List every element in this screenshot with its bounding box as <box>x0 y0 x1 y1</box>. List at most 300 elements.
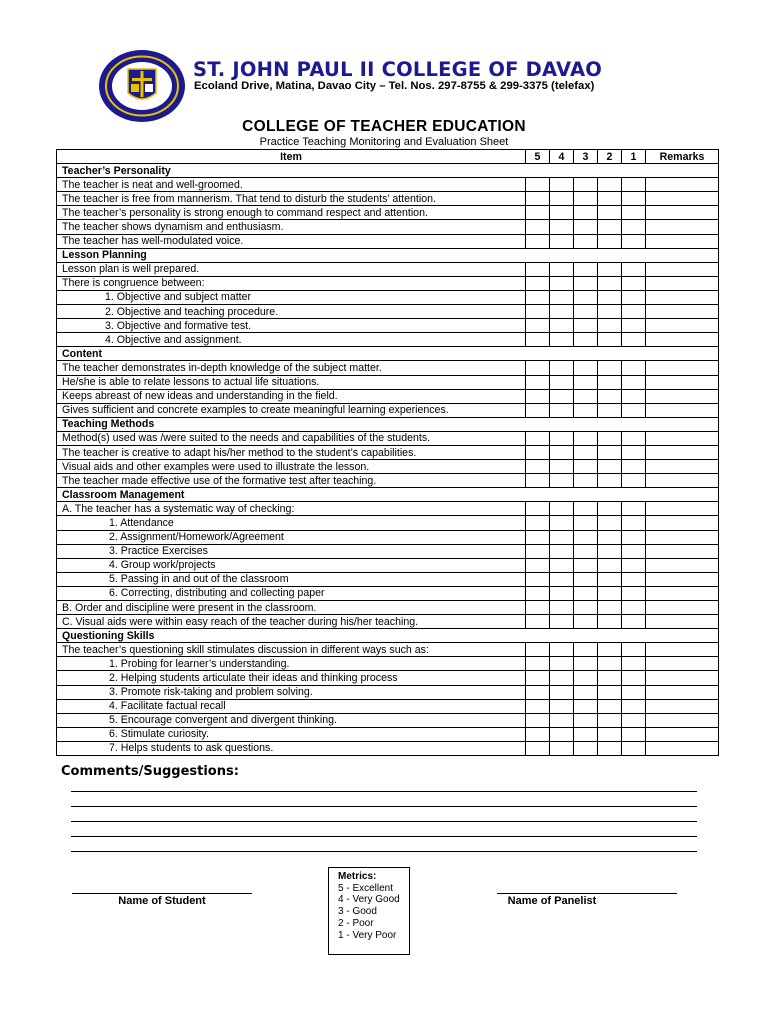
score-cell-3[interactable] <box>574 403 598 417</box>
score-cell-2[interactable] <box>598 685 622 699</box>
remarks-cell[interactable] <box>646 192 719 206</box>
score-cell-5[interactable] <box>526 671 550 685</box>
score-cell-3[interactable] <box>574 685 598 699</box>
criterion-text: 1. Attendance <box>57 516 526 530</box>
remarks-cell[interactable] <box>646 558 719 572</box>
criterion-text: 4. Group work/projects <box>57 558 526 572</box>
score-cell-2[interactable] <box>598 615 622 629</box>
score-cell-2[interactable] <box>598 544 622 558</box>
score-cell-5[interactable] <box>526 713 550 727</box>
criterion-text: The teacher’s personality is strong enough to command respect and attention. <box>57 206 526 220</box>
score-cell-3[interactable] <box>574 333 598 347</box>
score-cell-3[interactable] <box>574 178 598 192</box>
criterion-text: 6. Correcting, distributing and collecting paper <box>57 586 526 600</box>
criterion-text: He/she is able to relate lessons to actual life situations. <box>57 375 526 389</box>
score-cell-4[interactable] <box>550 586 574 600</box>
score-cell-3[interactable] <box>574 431 598 445</box>
score-cell-4[interactable] <box>550 685 574 699</box>
score-cell-3[interactable] <box>574 375 598 389</box>
section-row <box>57 629 719 643</box>
score-cell-3[interactable] <box>574 572 598 586</box>
score-cell-3[interactable] <box>574 558 598 572</box>
table-row <box>57 741 719 755</box>
score-cell-1[interactable] <box>622 445 646 459</box>
score-cell-5[interactable] <box>526 615 550 629</box>
header-remarks: Remarks <box>646 150 719 164</box>
score-cell-2[interactable] <box>598 530 622 544</box>
score-cell-4[interactable] <box>550 305 574 319</box>
table-row <box>57 657 719 671</box>
score-cell-5[interactable] <box>526 445 550 459</box>
score-cell-2[interactable] <box>598 276 622 290</box>
score-cell-3[interactable] <box>574 445 598 459</box>
score-cell-3[interactable] <box>574 234 598 248</box>
score-cell-2[interactable] <box>598 403 622 417</box>
score-cell-4[interactable] <box>550 361 574 375</box>
evaluation-table <box>56 149 719 756</box>
score-cell-5[interactable] <box>526 234 550 248</box>
comment-line[interactable] <box>71 821 697 822</box>
score-cell-1[interactable] <box>622 657 646 671</box>
score-cell-1[interactable] <box>622 234 646 248</box>
score-cell-3[interactable] <box>574 474 598 488</box>
remarks-cell[interactable] <box>646 502 719 516</box>
score-cell-4[interactable] <box>550 276 574 290</box>
score-cell-1[interactable] <box>622 290 646 304</box>
criterion-text: The teacher’s questioning skill stimulates discussion in different ways such as: <box>57 643 526 657</box>
remarks-cell[interactable] <box>646 685 719 699</box>
score-cell-4[interactable] <box>550 572 574 586</box>
score-cell-1[interactable] <box>622 333 646 347</box>
comment-line[interactable] <box>71 806 697 807</box>
score-cell-3[interactable] <box>574 290 598 304</box>
score-cell-4[interactable] <box>550 713 574 727</box>
criterion-text: 4. Objective and assignment. <box>57 333 526 347</box>
score-cell-4[interactable] <box>550 333 574 347</box>
score-cell-4[interactable] <box>550 727 574 741</box>
score-cell-5[interactable] <box>526 502 550 516</box>
college-name: ST. JOHN PAUL II COLLEGE OF DAVAO <box>193 58 603 81</box>
score-cell-1[interactable] <box>622 431 646 445</box>
score-cell-5[interactable] <box>526 431 550 445</box>
remarks-cell[interactable] <box>646 445 719 459</box>
header-score-2: 2 <box>598 150 622 164</box>
metrics-title: Metrics: <box>338 871 377 882</box>
remarks-cell[interactable] <box>646 234 719 248</box>
score-cell-3[interactable] <box>574 220 598 234</box>
remarks-cell[interactable] <box>646 544 719 558</box>
score-cell-3[interactable] <box>574 262 598 276</box>
metric-item: 5 - Excellent <box>338 882 394 894</box>
score-cell-2[interactable] <box>598 586 622 600</box>
criterion-text: The teacher made effective use of the formative test after teaching. <box>57 474 526 488</box>
score-cell-2[interactable] <box>598 502 622 516</box>
score-cell-4[interactable] <box>550 460 574 474</box>
remarks-cell[interactable] <box>646 699 719 713</box>
score-cell-3[interactable] <box>574 586 598 600</box>
score-cell-3[interactable] <box>574 727 598 741</box>
section-row <box>57 488 719 502</box>
score-cell-1[interactable] <box>622 741 646 755</box>
score-cell-2[interactable] <box>598 445 622 459</box>
score-cell-5[interactable] <box>526 699 550 713</box>
remarks-cell[interactable] <box>646 474 719 488</box>
table-row <box>57 558 719 572</box>
criterion-text: Gives sufficient and concrete examples to create meaningful learning experiences. <box>57 403 526 417</box>
score-cell-5[interactable] <box>526 276 550 290</box>
score-cell-5[interactable] <box>526 361 550 375</box>
remarks-cell[interactable] <box>646 671 719 685</box>
score-cell-5[interactable] <box>526 741 550 755</box>
score-cell-5[interactable] <box>526 572 550 586</box>
score-cell-3[interactable] <box>574 741 598 755</box>
score-cell-5[interactable] <box>526 375 550 389</box>
score-cell-1[interactable] <box>622 572 646 586</box>
score-cell-3[interactable] <box>574 389 598 403</box>
score-cell-3[interactable] <box>574 206 598 220</box>
table-row <box>57 333 719 347</box>
header-item: Item <box>57 150 526 164</box>
score-cell-3[interactable] <box>574 460 598 474</box>
score-cell-4[interactable] <box>550 431 574 445</box>
criterion-text: Lesson plan is well prepared. <box>57 262 526 276</box>
remarks-cell[interactable] <box>646 276 719 290</box>
section-heading: Content <box>57 347 719 361</box>
score-cell-1[interactable] <box>622 586 646 600</box>
score-cell-2[interactable] <box>598 319 622 333</box>
score-cell-4[interactable] <box>550 474 574 488</box>
score-cell-1[interactable] <box>622 713 646 727</box>
score-cell-5[interactable] <box>526 319 550 333</box>
score-cell-1[interactable] <box>622 319 646 333</box>
score-cell-4[interactable] <box>550 544 574 558</box>
remarks-cell[interactable] <box>646 305 719 319</box>
remarks-cell[interactable] <box>646 586 719 600</box>
table-row <box>57 643 719 657</box>
score-cell-3[interactable] <box>574 305 598 319</box>
remarks-cell[interactable] <box>646 727 719 741</box>
score-cell-1[interactable] <box>622 516 646 530</box>
score-cell-4[interactable] <box>550 699 574 713</box>
score-cell-5[interactable] <box>526 389 550 403</box>
score-cell-1[interactable] <box>622 220 646 234</box>
sheet-title: Practice Teaching Monitoring and Evaluation Sheet <box>259 136 509 148</box>
header-score-3: 3 <box>574 150 598 164</box>
remarks-cell[interactable] <box>646 361 719 375</box>
score-cell-4[interactable] <box>550 192 574 206</box>
remarks-cell[interactable] <box>646 319 719 333</box>
table-row <box>57 530 719 544</box>
score-cell-5[interactable] <box>526 403 550 417</box>
section-heading: Lesson Planning <box>57 248 719 262</box>
remarks-cell[interactable] <box>646 403 719 417</box>
score-cell-5[interactable] <box>526 558 550 572</box>
criterion-text: A. The teacher has a systematic way of checking: <box>57 502 526 516</box>
metric-item: 2 - Poor <box>338 917 374 929</box>
score-cell-2[interactable] <box>598 572 622 586</box>
score-cell-1[interactable] <box>622 305 646 319</box>
score-cell-5[interactable] <box>526 305 550 319</box>
score-cell-4[interactable] <box>550 403 574 417</box>
panelist-signature-line[interactable] <box>497 893 677 894</box>
score-cell-5[interactable] <box>526 601 550 615</box>
comments-label: Comments/Suggestions: <box>61 764 239 779</box>
table-row <box>57 685 719 699</box>
remarks-cell[interactable] <box>646 615 719 629</box>
table-row <box>57 375 719 389</box>
remarks-cell[interactable] <box>646 643 719 657</box>
table-row <box>57 290 719 304</box>
score-cell-2[interactable] <box>598 305 622 319</box>
metrics-legend <box>328 867 410 955</box>
remarks-cell[interactable] <box>646 431 719 445</box>
score-cell-4[interactable] <box>550 319 574 333</box>
score-cell-2[interactable] <box>598 290 622 304</box>
table-row <box>57 474 719 488</box>
remarks-cell[interactable] <box>646 220 719 234</box>
remarks-cell[interactable] <box>646 657 719 671</box>
score-cell-5[interactable] <box>526 586 550 600</box>
score-cell-5[interactable] <box>526 206 550 220</box>
remarks-cell[interactable] <box>646 178 719 192</box>
score-cell-1[interactable] <box>622 178 646 192</box>
score-cell-1[interactable] <box>622 671 646 685</box>
score-cell-2[interactable] <box>598 178 622 192</box>
comment-line[interactable] <box>71 851 697 852</box>
remarks-cell[interactable] <box>646 389 719 403</box>
criterion-text: The teacher is creative to adapt his/her method to the student’s capabilities. <box>57 445 526 459</box>
remarks-cell[interactable] <box>646 530 719 544</box>
score-cell-1[interactable] <box>622 262 646 276</box>
remarks-cell[interactable] <box>646 290 719 304</box>
score-cell-3[interactable] <box>574 544 598 558</box>
score-cell-1[interactable] <box>622 403 646 417</box>
table-row <box>57 713 719 727</box>
student-name-label: Name of Student <box>118 895 206 907</box>
score-cell-4[interactable] <box>550 530 574 544</box>
score-cell-5[interactable] <box>526 192 550 206</box>
score-cell-2[interactable] <box>598 206 622 220</box>
score-cell-5[interactable] <box>526 290 550 304</box>
score-cell-2[interactable] <box>598 460 622 474</box>
score-cell-2[interactable] <box>598 699 622 713</box>
score-cell-2[interactable] <box>598 727 622 741</box>
score-cell-4[interactable] <box>550 206 574 220</box>
criterion-text: 3. Practice Exercises <box>57 544 526 558</box>
score-cell-4[interactable] <box>550 262 574 276</box>
criterion-text: B. Order and discipline were present in the classroom. <box>57 601 526 615</box>
score-cell-2[interactable] <box>598 431 622 445</box>
table-row <box>57 361 719 375</box>
score-cell-4[interactable] <box>550 643 574 657</box>
score-cell-1[interactable] <box>622 502 646 516</box>
score-cell-3[interactable] <box>574 502 598 516</box>
score-cell-4[interactable] <box>550 375 574 389</box>
section-row <box>57 417 719 431</box>
score-cell-2[interactable] <box>598 262 622 276</box>
criterion-text: 1. Objective and subject matter <box>57 290 526 304</box>
score-cell-4[interactable] <box>550 445 574 459</box>
score-cell-3[interactable] <box>574 276 598 290</box>
remarks-cell[interactable] <box>646 333 719 347</box>
score-cell-3[interactable] <box>574 643 598 657</box>
score-cell-3[interactable] <box>574 615 598 629</box>
remarks-cell[interactable] <box>646 262 719 276</box>
table-row <box>57 192 719 206</box>
score-cell-5[interactable] <box>526 262 550 276</box>
metric-item: 1 - Very Poor <box>338 929 397 941</box>
header-score-5: 5 <box>526 150 550 164</box>
score-cell-4[interactable] <box>550 220 574 234</box>
criterion-text: 2. Helping students articulate their ideas and thinking process <box>57 671 526 685</box>
table-row <box>57 460 719 474</box>
remarks-cell[interactable] <box>646 516 719 530</box>
remarks-cell[interactable] <box>646 206 719 220</box>
score-cell-3[interactable] <box>574 319 598 333</box>
score-cell-3[interactable] <box>574 361 598 375</box>
comment-line[interactable] <box>71 836 697 837</box>
score-cell-3[interactable] <box>574 192 598 206</box>
score-cell-5[interactable] <box>526 530 550 544</box>
criterion-text: 1. Probing for learner’s understanding. <box>57 657 526 671</box>
score-cell-1[interactable] <box>622 601 646 615</box>
score-cell-3[interactable] <box>574 699 598 713</box>
score-cell-4[interactable] <box>550 178 574 192</box>
score-cell-4[interactable] <box>550 516 574 530</box>
score-cell-5[interactable] <box>526 544 550 558</box>
score-cell-5[interactable] <box>526 333 550 347</box>
score-cell-2[interactable] <box>598 333 622 347</box>
criterion-text: The teacher shows dynamism and enthusiasm. <box>57 220 526 234</box>
score-cell-4[interactable] <box>550 290 574 304</box>
table-row <box>57 615 719 629</box>
remarks-cell[interactable] <box>646 741 719 755</box>
criterion-text: Method(s) used was /were suited to the needs and capabilities of the students. <box>57 431 526 445</box>
score-cell-1[interactable] <box>622 192 646 206</box>
score-cell-2[interactable] <box>598 220 622 234</box>
score-cell-1[interactable] <box>622 375 646 389</box>
remarks-cell[interactable] <box>646 572 719 586</box>
score-cell-5[interactable] <box>526 516 550 530</box>
score-cell-4[interactable] <box>550 601 574 615</box>
score-cell-5[interactable] <box>526 178 550 192</box>
remarks-cell[interactable] <box>646 460 719 474</box>
score-cell-2[interactable] <box>598 558 622 572</box>
score-cell-2[interactable] <box>598 657 622 671</box>
criterion-text: There is congruence between: <box>57 276 526 290</box>
remarks-cell[interactable] <box>646 375 719 389</box>
criterion-text: The teacher is neat and well-groomed. <box>57 178 526 192</box>
score-cell-3[interactable] <box>574 516 598 530</box>
score-cell-5[interactable] <box>526 643 550 657</box>
remarks-cell[interactable] <box>646 713 719 727</box>
score-cell-1[interactable] <box>622 544 646 558</box>
score-cell-3[interactable] <box>574 713 598 727</box>
remarks-cell[interactable] <box>646 601 719 615</box>
score-cell-1[interactable] <box>622 389 646 403</box>
score-cell-2[interactable] <box>598 671 622 685</box>
metric-item: 4 - Very Good <box>338 894 400 906</box>
college-seal-logo <box>98 49 186 123</box>
score-cell-2[interactable] <box>598 474 622 488</box>
score-cell-5[interactable] <box>526 474 550 488</box>
score-cell-4[interactable] <box>550 615 574 629</box>
score-cell-2[interactable] <box>598 601 622 615</box>
score-cell-4[interactable] <box>550 741 574 755</box>
score-cell-5[interactable] <box>526 657 550 671</box>
score-cell-5[interactable] <box>526 460 550 474</box>
criterion-text: 4. Facilitate factual recall <box>57 699 526 713</box>
score-cell-1[interactable] <box>622 558 646 572</box>
score-cell-1[interactable] <box>622 474 646 488</box>
score-cell-1[interactable] <box>622 206 646 220</box>
score-cell-2[interactable] <box>598 361 622 375</box>
table-row <box>57 445 719 459</box>
criterion-text: The teacher demonstrates in-depth knowledge of the subject matter. <box>57 361 526 375</box>
table-row <box>57 516 719 530</box>
score-cell-1[interactable] <box>622 361 646 375</box>
table-row <box>57 601 719 615</box>
score-cell-1[interactable] <box>622 699 646 713</box>
table-row <box>57 431 719 445</box>
score-cell-5[interactable] <box>526 727 550 741</box>
score-cell-1[interactable] <box>622 685 646 699</box>
score-cell-4[interactable] <box>550 389 574 403</box>
score-cell-3[interactable] <box>574 601 598 615</box>
score-cell-1[interactable] <box>622 530 646 544</box>
score-cell-4[interactable] <box>550 502 574 516</box>
score-cell-5[interactable] <box>526 685 550 699</box>
comment-line[interactable] <box>71 791 697 792</box>
table-header-row <box>57 150 719 164</box>
score-cell-2[interactable] <box>598 192 622 206</box>
criterion-text: Visual aids and other examples were used to illustrate the lesson. <box>57 460 526 474</box>
table-row <box>57 319 719 333</box>
score-cell-3[interactable] <box>574 657 598 671</box>
score-cell-1[interactable] <box>622 276 646 290</box>
score-cell-4[interactable] <box>550 657 574 671</box>
table-row <box>57 572 719 586</box>
score-cell-2[interactable] <box>598 375 622 389</box>
score-cell-2[interactable] <box>598 643 622 657</box>
table-row <box>57 403 719 417</box>
table-row <box>57 305 719 319</box>
section-row <box>57 164 719 178</box>
criterion-text: 2. Assignment/Homework/Agreement <box>57 530 526 544</box>
score-cell-2[interactable] <box>598 389 622 403</box>
score-cell-4[interactable] <box>550 558 574 572</box>
section-heading: Teaching Methods <box>57 417 719 431</box>
score-cell-1[interactable] <box>622 643 646 657</box>
score-cell-1[interactable] <box>622 615 646 629</box>
score-cell-3[interactable] <box>574 530 598 544</box>
table-row <box>57 389 719 403</box>
student-signature-line[interactable] <box>72 893 252 894</box>
score-cell-2[interactable] <box>598 516 622 530</box>
score-cell-3[interactable] <box>574 671 598 685</box>
score-cell-1[interactable] <box>622 460 646 474</box>
criterion-text: 3. Objective and formative test. <box>57 319 526 333</box>
score-cell-4[interactable] <box>550 234 574 248</box>
score-cell-2[interactable] <box>598 713 622 727</box>
score-cell-1[interactable] <box>622 727 646 741</box>
score-cell-2[interactable] <box>598 741 622 755</box>
score-cell-4[interactable] <box>550 671 574 685</box>
criterion-text: 7. Helps students to ask questions. <box>57 741 526 755</box>
score-cell-5[interactable] <box>526 220 550 234</box>
score-cell-2[interactable] <box>598 234 622 248</box>
table-row <box>57 586 719 600</box>
